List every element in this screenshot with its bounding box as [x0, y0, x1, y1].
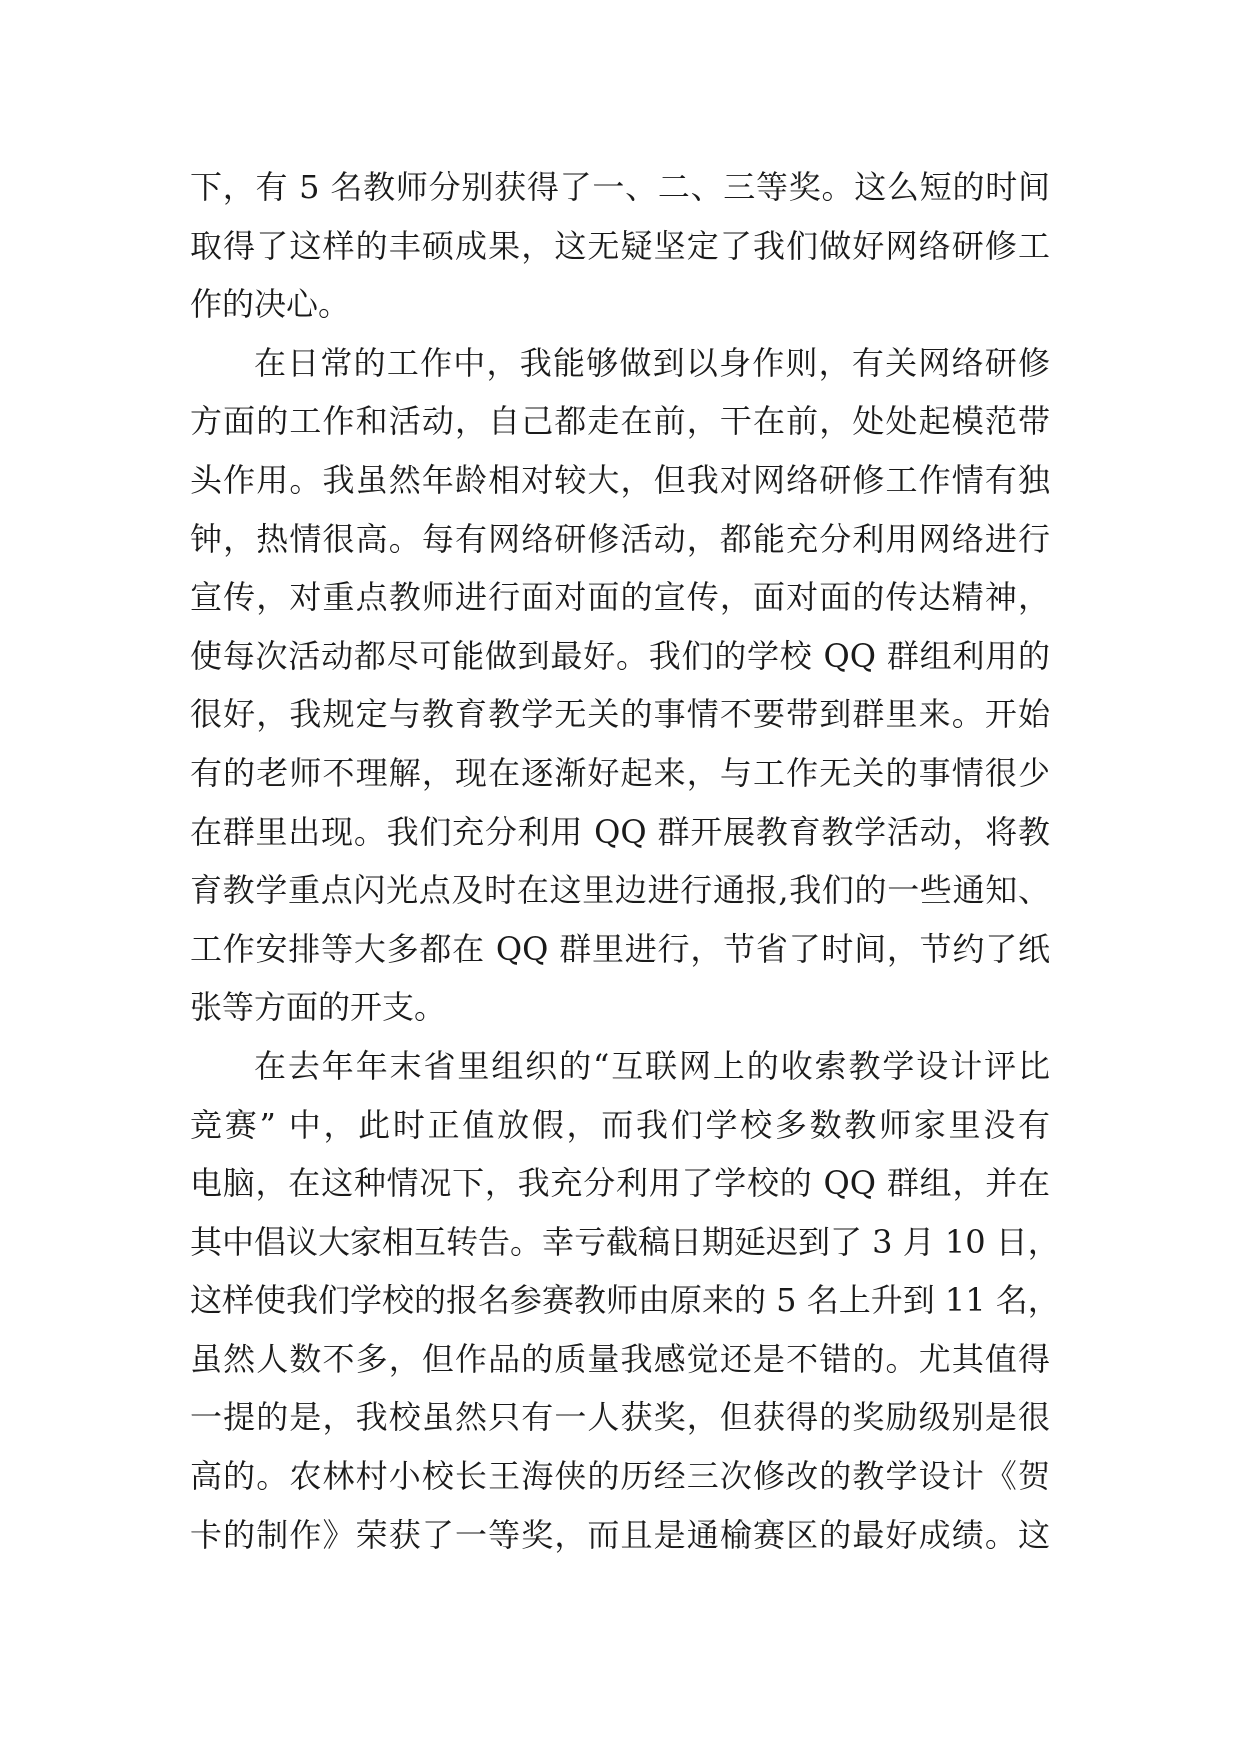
text-line: 很好，我规定与教育教学无关的事情不要带到群里来。开始: [190, 695, 1050, 734]
text-line: 张等方面的开支。: [190, 988, 447, 1027]
text-line: 在日常的工作中，我能够做到以身作则，有关网络研修: [254, 343, 1050, 382]
text-line: 卡的制作》荣获了一等奖，而且是通榆赛区的最好成绩。这: [190, 1515, 1050, 1554]
text-line: 宣传，对重点教师进行面对面的宣传，面对面的传达精神，: [190, 578, 1050, 617]
text-line: 一提的是，我校虽然只有一人获奖，但获得的奖励级别是很: [190, 1398, 1050, 1437]
paragraph: [190, 1037, 1060, 1564]
text-line: 电脑，在这种情况下，我充分利用了学校的 QQ 群组，并在: [190, 1164, 1050, 1203]
text-line: 高的。农林村小校长王海侠的历经三次修改的教学设计《贺: [190, 1457, 1050, 1496]
text-line: 作的决心。: [190, 285, 351, 324]
paragraph: [190, 158, 1050, 334]
text-line: 这样使我们学校的报名参赛教师由原来的 5 名上升到 11 名，: [190, 1281, 1060, 1320]
text-line: 使每次活动都尽可能做到最好。我们的学校 QQ 群组利用的: [190, 636, 1050, 675]
text-line: 在去年年末省里组织的“互联网上的收索教学设计评比: [254, 1046, 1050, 1085]
text-line: 在群里出现。我们充分利用 QQ 群开展教育教学活动，将教: [190, 812, 1050, 851]
text-line: 有的老师不理解，现在逐渐好起来，与工作无关的事情很少: [190, 753, 1050, 792]
text-line: 钟，热情很高。每有网络研修活动，都能充分利用网络进行: [190, 519, 1050, 558]
text-line: 方面的工作和活动，自己都走在前，干在前，处处起模范带: [190, 402, 1050, 441]
text-line: 其中倡议大家相互转告。幸亏截稿日期延迟到了 3 月 10 日，: [190, 1222, 1060, 1261]
text-line: 虽然人数不多，但作品的质量我感觉还是不错的。尤其值得: [190, 1339, 1050, 1378]
text-line: 工作安排等大多都在 QQ 群里进行，节省了时间，节约了纸: [190, 929, 1050, 968]
text-line: 育教学重点闪光点及时在这里边进行通报,我们的一些通知、: [190, 871, 1050, 910]
text-line: 下，有 5 名教师分别获得了一、二、三等奖。这么短的时间: [190, 168, 1050, 206]
body-text: [190, 158, 1060, 1564]
paragraph: [190, 334, 1050, 1037]
text-line: 头作用。我虽然年龄相对较大，但我对网络研修工作情有独: [190, 460, 1050, 499]
text-line: 竞赛” 中，此时正值放假，而我们学校多数教师家里没有: [190, 1105, 1050, 1144]
text-line: 取得了这样的丰硕成果，这无疑坚定了我们做好网络研修工: [190, 226, 1050, 265]
